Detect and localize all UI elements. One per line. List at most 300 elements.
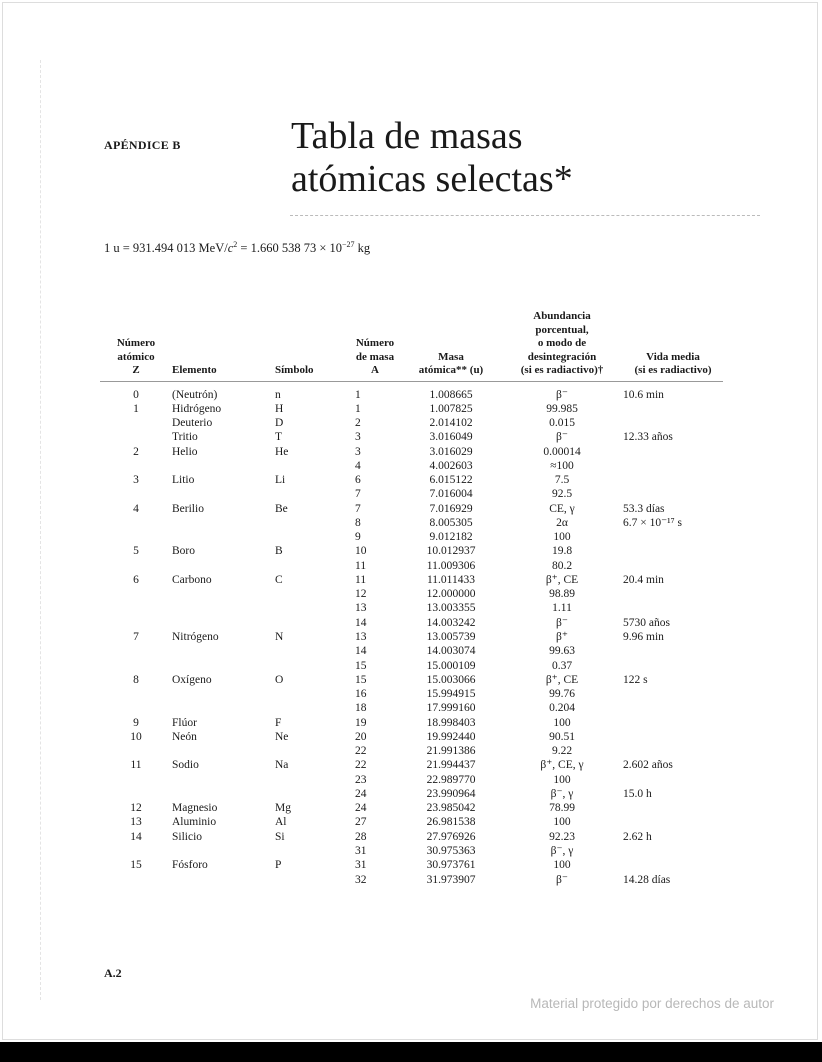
cell-z [100,601,172,615]
cell-mass-number: 12 [355,588,367,601]
table-row [100,473,723,487]
header-text: porcentual, [535,323,589,336]
cell-half-life: 12.33 años [623,431,673,444]
cell-element: Flúor [172,716,197,729]
cell-mass-number: 15 [355,659,367,672]
header-abundance [507,310,617,381]
cell-abundance: 99.63 [549,645,575,658]
cell-element: Boro [172,545,195,558]
cell-element: Berilio [172,502,204,515]
header-text: (si es radiactivo) [634,364,712,376]
table-row [100,430,723,444]
cell-abundance: 1.11 [552,602,572,615]
cell-z: 14 [130,830,142,843]
header-text: atómico [117,350,155,363]
cell-half-life: 10.6 min [623,388,664,401]
table-row [100,744,723,758]
cell-element [172,873,275,887]
table-row [100,459,723,473]
cell-mass-number: 32 [355,873,367,886]
cell-symbol: Li [275,474,286,487]
header-text: de masa [355,350,395,363]
cell-element: (Neutrón) [172,388,218,401]
table-row [100,502,723,516]
table-row [100,487,723,501]
cell-mass-number: 31 [355,859,367,872]
table-row [100,844,723,858]
header-text: Vida media [646,350,700,363]
cell-mass-number: 13 [355,631,367,644]
cell-half-life [617,459,723,473]
header-text: Abundancia [533,310,591,322]
cell-half-life [617,844,723,858]
header-symbol: Símbolo [275,310,355,381]
cell-half-life: 20.4 min [623,573,664,586]
header-z [100,310,172,381]
cell-atomic-mass: 19.992440 [426,730,476,743]
page-number: A.2 [104,966,122,980]
cell-half-life: 53.3 días [623,502,665,515]
cell-z [100,530,172,544]
cell-abundance: 80.2 [551,559,573,572]
cell-z: 2 [133,445,139,458]
cell-half-life [617,544,723,558]
cell-z: 11 [130,759,142,772]
cell-atomic-mass: 9.012182 [429,531,473,544]
table-row [100,673,723,687]
cell-z [100,701,172,715]
cell-symbol: O [275,673,284,686]
cell-half-life [617,416,723,430]
cell-symbol: Mg [275,802,291,815]
cell-abundance: 0.204 [549,702,575,715]
cell-element [172,487,275,501]
cell-half-life: 6.7 × 10⁻¹⁷ s [623,516,682,529]
cell-z [100,430,172,444]
cell-atomic-mass: 3.016049 [429,431,473,444]
cell-z [100,616,172,630]
cell-symbol [275,844,355,858]
cell-half-life [617,730,723,744]
title-line-2: atómicas selectas* [291,158,573,200]
cell-symbol [275,530,355,544]
cell-element [172,516,275,530]
cell-symbol: F [275,716,282,729]
cell-abundance: 100 [553,816,571,829]
cell-atomic-mass: 22.989770 [426,773,476,786]
header-text: Masa [438,350,464,363]
cell-z [100,559,172,573]
cell-element: Oxígeno [172,673,212,686]
cell-z [100,773,172,787]
cell-mass-number: 10 [355,545,367,558]
cell-element [172,773,275,787]
cell-element: Nitrógeno [172,631,219,644]
cell-atomic-mass: 1.008665 [429,388,473,401]
cell-z: 10 [130,730,142,743]
cell-atomic-mass: 14.003242 [426,616,476,629]
cell-mass-number: 11 [355,559,367,572]
header-text: desintegración [527,350,597,363]
cell-abundance: β⁺, CE [545,673,579,686]
header-text: A [371,364,379,376]
cell-atomic-mass: 14.003074 [426,645,476,658]
cell-z: 6 [133,573,139,586]
cell-z [100,744,172,758]
cell-mass-number: 8 [355,516,361,529]
cell-element: Aluminio [172,816,217,829]
cell-element [172,687,275,701]
cell-atomic-mass: 21.991386 [426,745,476,758]
cell-element [172,530,275,544]
cell-abundance: 100 [553,716,571,729]
cell-symbol: Ne [275,730,289,743]
appendix-label: APÉNDICE B [104,138,181,152]
cell-abundance: 99.985 [546,402,578,415]
cell-z [100,644,172,658]
cell-element: Tritio [172,431,198,444]
cell-half-life [617,858,723,872]
cell-atomic-mass: 13.005739 [426,631,476,644]
cell-element [172,601,275,615]
cell-symbol: n [275,388,281,401]
cell-atomic-mass: 18.998403 [426,716,476,729]
cell-half-life [617,402,723,416]
cell-symbol: He [275,445,289,458]
cell-abundance: β⁻ [556,431,568,444]
cell-symbol [275,873,355,887]
cell-symbol [275,516,355,530]
cell-symbol [275,601,355,615]
cell-z [100,844,172,858]
cell-atomic-mass: 13.003355 [426,602,476,615]
table-row [100,687,723,701]
cell-abundance: 19.8 [551,545,573,558]
cell-z: 15 [130,859,142,872]
cell-abundance: 0.00014 [543,445,581,458]
cell-symbol [275,659,355,673]
atomic-mass-table [100,310,723,887]
header-mass-number [355,310,395,381]
cell-abundance: 99.76 [549,688,575,701]
cell-abundance: 9.22 [551,745,573,758]
formula-exp: −27 [342,240,355,249]
table-row [100,630,723,644]
header-text: atómica** (u) [418,364,484,376]
header-text: o modo de [537,337,587,349]
table-row [100,873,723,887]
cell-atomic-mass: 4.002603 [429,459,473,472]
formula-suffix: kg [354,241,371,256]
cell-element [172,844,275,858]
header-text: (si es radiactivo)† [520,364,604,376]
bottom-bar [0,1042,822,1062]
cell-half-life: 122 s [623,673,648,686]
table-row [100,530,723,544]
cell-mass-number: 22 [355,745,367,758]
cell-atomic-mass: 23.985042 [426,802,476,815]
cell-z [100,873,172,887]
cell-half-life [617,801,723,815]
cell-symbol [275,787,355,801]
cell-z [100,459,172,473]
header-element: Elemento [172,310,275,381]
cell-mass-number: 3 [355,445,361,458]
cell-symbol: Al [275,816,287,829]
cell-abundance: 100 [553,531,571,544]
cell-symbol [275,487,355,501]
cell-element: Silicio [172,830,203,843]
cell-abundance: β⁺, CE [545,573,579,586]
cell-symbol: B [275,545,283,558]
cell-element [172,616,275,630]
cell-half-life [617,701,723,715]
cell-element [172,559,275,573]
cell-abundance: 0.37 [551,659,573,672]
cell-element: Fósforo [172,859,208,872]
cell-half-life [617,744,723,758]
cell-element [172,659,275,673]
cell-element [172,701,275,715]
cell-half-life [617,473,723,487]
cell-symbol: Be [275,502,288,515]
cell-z: 12 [130,802,142,815]
cell-mass-number: 18 [355,702,367,715]
cell-atomic-mass: 7.016004 [429,488,473,501]
cell-abundance: β⁻, γ [550,787,574,800]
cell-z: 5 [133,545,139,558]
cell-symbol [275,587,355,601]
cell-symbol: P [275,859,282,872]
cell-mass-number: 13 [355,602,367,615]
cell-atomic-mass: 15.000109 [426,659,476,672]
unit-conversion-formula [104,240,370,256]
cell-abundance: 78.99 [549,802,575,815]
cell-abundance: 98.89 [549,588,575,601]
cell-half-life [617,487,723,501]
cell-atomic-mass: 12.000000 [426,588,476,601]
header-text: Número [355,337,395,349]
cell-atomic-mass: 17.999160 [426,702,476,715]
cell-half-life [617,659,723,673]
cell-z [100,587,172,601]
cell-atomic-mass: 30.973761 [426,859,476,872]
cell-element: Carbono [172,573,212,586]
cell-abundance: β⁺ [556,631,568,644]
table-row [100,815,723,829]
cell-mass-number: 24 [355,787,367,800]
cell-mass-number: 4 [355,459,361,472]
cell-abundance: 0.015 [549,417,575,430]
cell-element: Litio [172,474,195,487]
cell-symbol [275,644,355,658]
header-atomic-mass [395,310,507,381]
cell-half-life [617,687,723,701]
cell-half-life: 2.602 años [623,759,673,772]
cell-half-life [617,445,723,459]
formula-prefix: 1 u = 931.494 013 MeV/ [104,241,228,256]
cell-abundance: β⁻ [556,388,568,401]
table-row [100,402,723,416]
cell-mass-number: 28 [355,830,367,843]
header-half-life [617,310,723,381]
cell-atomic-mass: 15.994915 [426,688,476,701]
table-row [100,616,723,630]
title-line-1: Tabla de masas [291,115,523,157]
table-row [100,858,723,872]
cell-atomic-mass: 1.007825 [429,402,473,415]
cell-element [172,744,275,758]
cell-atomic-mass: 6.015122 [429,474,473,487]
table-body [100,381,723,887]
cell-z: 0 [133,388,139,401]
cell-z: 7 [133,631,139,644]
cell-mass-number: 14 [355,616,367,629]
cell-abundance: CE, γ [549,502,575,515]
cell-atomic-mass: 23.990964 [426,787,476,800]
table-row [100,730,723,744]
cell-mass-number: 24 [355,802,367,815]
cell-mass-number: 7 [355,488,361,501]
cell-abundance: 7.5 [554,474,570,487]
cell-atomic-mass: 11.009306 [426,559,476,572]
cell-abundance: β⁻ [556,616,568,629]
cell-z [100,487,172,501]
table-row [100,516,723,530]
cell-abundance: β⁻ [556,873,568,886]
cell-mass-number: 23 [355,773,367,786]
cell-symbol: T [275,431,283,444]
cell-atomic-mass: 11.011433 [426,573,476,586]
table-row [100,381,723,402]
table-row [100,573,723,587]
header-text: Z [132,364,140,376]
cell-abundance: 92.23 [549,830,575,843]
cell-atomic-mass: 21.994437 [426,759,476,772]
copyright-watermark: Material protegido por derechos de autor [530,996,774,1011]
cell-element: Sodio [172,759,199,772]
cell-z [100,516,172,530]
cell-atomic-mass: 7.016929 [429,502,473,515]
cell-z: 3 [133,474,139,487]
table-row [100,758,723,772]
cell-element: Helio [172,445,198,458]
cell-symbol: C [275,573,283,586]
cell-mass-number: 6 [355,474,361,487]
cell-abundance: 100 [553,859,571,872]
table-row [100,659,723,673]
cell-mass-number: 27 [355,816,367,829]
margin-guide [40,60,41,1000]
cell-z [100,659,172,673]
cell-symbol: H [275,402,284,415]
formula-middle: = 1.660 538 73 × 10 [237,241,343,256]
table-row [100,416,723,430]
cell-half-life: 2.62 h [623,830,652,843]
cell-half-life: 5730 años [623,616,670,629]
cell-half-life [617,601,723,615]
header-text: Número [116,337,156,349]
cell-element [172,587,275,601]
table-row [100,773,723,787]
cell-mass-number: 14 [355,645,367,658]
cell-mass-number: 22 [355,759,367,772]
cell-mass-number: 1 [355,402,361,415]
cell-abundance: β⁺, CE, γ [540,759,584,772]
table-row [100,587,723,601]
cell-mass-number: 15 [355,673,367,686]
formula-c: c [227,241,234,256]
cell-element: Magnesio [172,802,218,815]
cell-half-life: 14.28 días [623,873,671,886]
cell-z [100,787,172,801]
cell-z [100,416,172,430]
cell-mass-number: 9 [355,531,361,544]
cell-mass-number: 7 [355,502,361,515]
cell-half-life [617,530,723,544]
cell-symbol: Si [275,830,285,843]
cell-atomic-mass: 15.003066 [426,673,476,686]
table-header-row [100,310,723,381]
cell-symbol [275,687,355,701]
cell-half-life: 9.96 min [623,631,664,644]
cell-half-life: 15.0 h [623,787,652,800]
cell-element: Hidrógeno [172,402,222,415]
cell-mass-number: 19 [355,716,367,729]
table-row [100,787,723,801]
table-row [100,801,723,815]
cell-half-life [617,644,723,658]
cell-half-life [617,716,723,730]
cell-abundance: 92.5 [551,488,573,501]
cell-symbol [275,616,355,630]
cell-abundance: β⁻, γ [550,845,574,857]
cell-symbol: D [275,417,284,430]
cell-abundance: 90.51 [549,730,575,743]
cell-mass-number: 16 [355,688,367,701]
cell-half-life [617,815,723,829]
cell-half-life [617,587,723,601]
cell-atomic-mass: 31.973907 [426,873,476,886]
cell-mass-number: 2 [355,417,361,430]
page-title [291,115,573,201]
cell-atomic-mass: 10.012937 [426,545,476,558]
cell-element [172,644,275,658]
cell-symbol [275,773,355,787]
table-row [100,701,723,715]
cell-z [100,687,172,701]
table-row [100,559,723,573]
cell-atomic-mass: 30.975363 [426,845,476,857]
cell-mass-number: 3 [355,431,361,444]
table-row [100,601,723,615]
cell-z: 13 [130,816,142,829]
cell-abundance: ≈100 [550,459,574,472]
cell-atomic-mass: 27.976926 [426,830,476,843]
cell-mass-number: 31 [355,845,367,857]
cell-mass-number: 1 [355,388,361,401]
cell-symbol: Na [275,759,289,772]
cell-element [172,787,275,801]
cell-symbol [275,559,355,573]
cell-half-life [617,559,723,573]
cell-symbol [275,459,355,473]
table-row [100,544,723,558]
cell-element: Neón [172,730,197,743]
cell-abundance: 100 [553,773,571,786]
cell-z: 4 [133,502,139,515]
table-row [100,830,723,844]
